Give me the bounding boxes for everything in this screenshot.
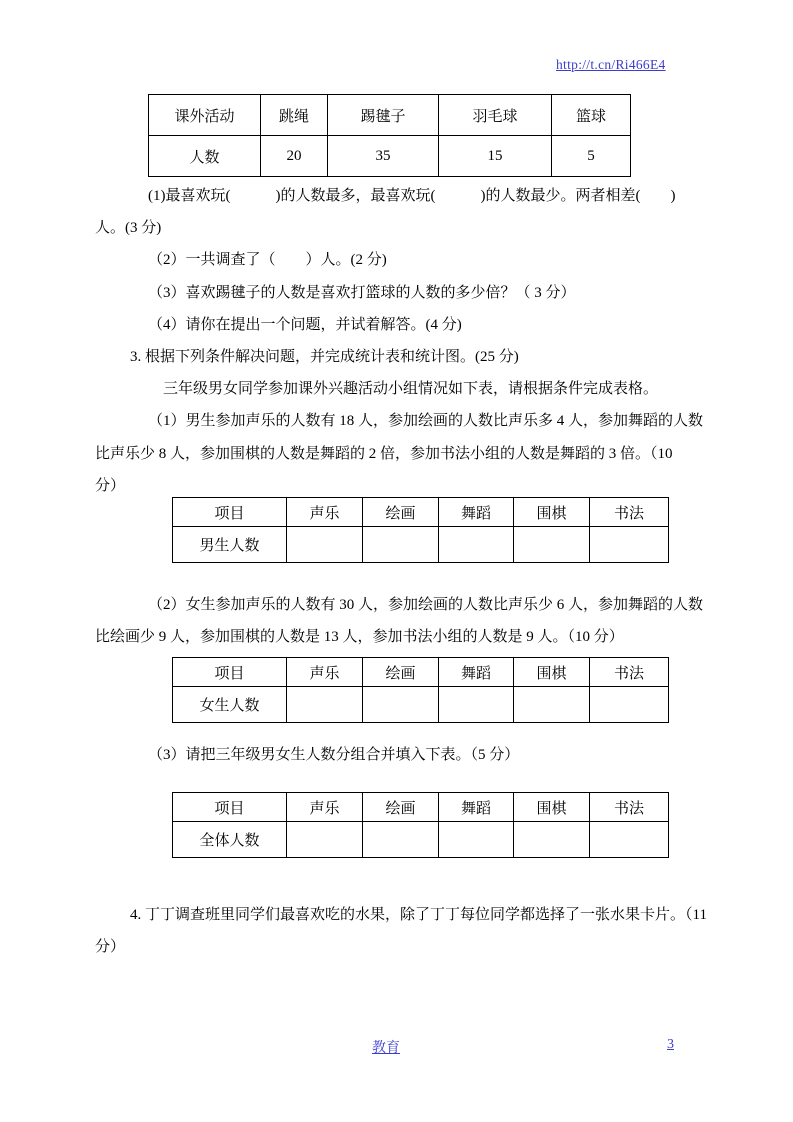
group-header-cell: 绘画	[363, 793, 439, 822]
group-table-header-row	[173, 658, 669, 687]
blank-cell	[590, 687, 669, 723]
text-line: （3）请把三年级男女生人数分组合并填入下表。（5 分）	[148, 747, 520, 763]
activity-value-cell: 15	[439, 136, 552, 177]
text-line: 三年级男女同学参加课外兴趣活动小组情况如下表，请根据条件完成表格。	[163, 381, 659, 398]
group-table-header-row	[173, 793, 669, 822]
blank-cell	[363, 687, 439, 723]
text-line: 人。(3 分)	[95, 220, 162, 237]
group-table-data-row	[173, 822, 669, 858]
activity-value-cell: 20	[261, 136, 328, 177]
text-line: （1）男生参加声乐的人数有 18 人，参加绘画的人数比声乐多 4 人，参加舞蹈的人数	[148, 413, 704, 430]
text-line: 分）	[95, 477, 126, 494]
blank-cell	[514, 687, 590, 723]
activity-header-cell: 课外活动	[149, 95, 261, 136]
group-row-label: 男生人数	[173, 527, 287, 563]
blank-cell	[590, 527, 669, 563]
boys-count-table	[172, 497, 669, 563]
activity-header-cell: 踢毽子	[328, 95, 439, 136]
text-line: 4. 丁丁调查班里同学们最喜欢吃的水果，除了丁丁每位同学都选择了一张水果卡片。（11	[130, 907, 707, 923]
blank-cell	[287, 687, 363, 723]
group-header-cell: 绘画	[363, 658, 439, 687]
text-line: （4）请你在提出一个问题，并试着解答。(4 分)	[148, 316, 462, 333]
text-line: （3）喜欢踢毽子的人数是喜欢打篮球的人数的多少倍？（ 3 分）	[148, 284, 576, 301]
text-line: 比绘画少 9 人，参加围棋的人数是 13 人，参加书法小组的人数是 9 人。（10 分）	[95, 629, 624, 646]
footer-site-link[interactable]: 教育	[372, 1041, 400, 1056]
activity-header-cell: 篮球	[552, 95, 631, 136]
activity-table	[148, 94, 631, 177]
question-block-activities	[95, 180, 710, 502]
group-row-label: 全体人数	[173, 822, 287, 858]
text-line: 比声乐少 8 人，参加围棋的人数是舞蹈的 2 倍，参加书法小组的人数是舞蹈的 3 倍。（10	[95, 445, 673, 462]
question-block-fruit	[95, 899, 710, 963]
group-table-header-row	[173, 498, 669, 527]
group-header-cell: 声乐	[287, 793, 363, 822]
blank-cell	[514, 822, 590, 858]
group-header-cell: 围棋	[514, 658, 590, 687]
group-header-cell: 项目	[173, 793, 287, 822]
blank-cell	[439, 822, 514, 858]
blank-cell	[590, 822, 669, 858]
text-line: （2）女生参加声乐的人数有 30 人，参加绘画的人数比声乐少 6 人，参加舞蹈的人数	[148, 597, 704, 613]
activity-value-cell: 35	[328, 136, 439, 177]
activity-row-label: 人数	[149, 136, 261, 177]
group-header-cell: 围棋	[514, 793, 590, 822]
blank-cell	[439, 527, 514, 563]
blank-cell	[363, 527, 439, 563]
group-header-cell: 书法	[590, 658, 669, 687]
blank-cell	[514, 527, 590, 563]
activity-table-header-row	[149, 95, 631, 136]
group-header-cell: 舞蹈	[439, 793, 514, 822]
text-line: 分）	[95, 939, 126, 956]
group-header-cell: 围棋	[514, 498, 590, 527]
group-header-cell: 项目	[173, 658, 287, 687]
blank-cell	[363, 822, 439, 858]
blank-cell	[439, 687, 514, 723]
text-line: （2）一共调查了（ ）人。(2 分)	[148, 252, 387, 269]
total-count-table	[172, 792, 669, 858]
group-header-cell: 舞蹈	[439, 658, 514, 687]
text-line: 3. 根据下列条件解决问题，并完成统计表和统计图。(25 分)	[130, 348, 519, 365]
girls-count-table	[172, 657, 669, 723]
group-header-cell: 绘画	[363, 498, 439, 527]
text-line: (1)最喜欢玩( )的人数最多，最喜欢玩( )的人数最少。两者相差( )	[148, 188, 676, 204]
blank-cell	[287, 527, 363, 563]
group-row-label: 女生人数	[173, 687, 287, 723]
activity-table-data-row	[149, 136, 631, 177]
blank-cell	[287, 822, 363, 858]
activity-value-cell: 5	[552, 136, 631, 177]
group-header-cell: 声乐	[287, 658, 363, 687]
question-block-combine	[95, 739, 710, 771]
group-header-cell: 项目	[173, 498, 287, 527]
page-number-link[interactable]: 3	[667, 1037, 674, 1052]
activity-header-cell: 羽毛球	[439, 95, 552, 136]
question-block-girls	[95, 589, 710, 653]
group-table-data-row	[173, 687, 669, 723]
share-link[interactable]: http://t.cn/Ri466E4	[556, 57, 666, 72]
group-header-cell: 舞蹈	[439, 498, 514, 527]
group-header-cell: 书法	[590, 793, 669, 822]
group-header-cell: 书法	[590, 498, 669, 527]
activity-header-cell: 跳绳	[261, 95, 328, 136]
group-table-data-row	[173, 527, 669, 563]
group-header-cell: 声乐	[287, 498, 363, 527]
